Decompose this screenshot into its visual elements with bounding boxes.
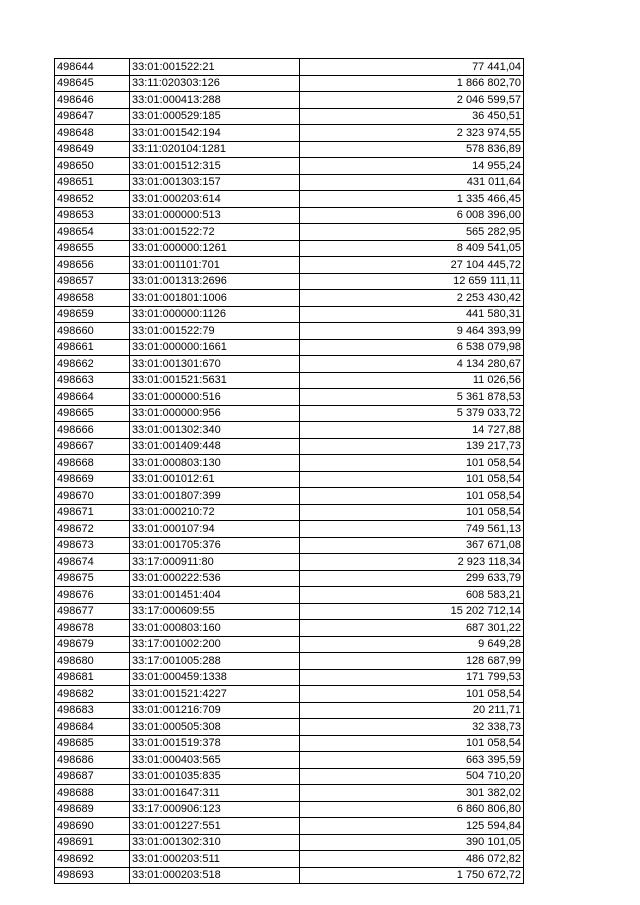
row-number-cell: 498693 xyxy=(55,867,130,884)
table-row xyxy=(55,323,524,340)
table-row xyxy=(55,636,524,653)
table-row xyxy=(55,702,524,719)
value-cell: 578 836,89 xyxy=(300,141,524,158)
value-cell: 36 450,51 xyxy=(300,108,524,125)
value-cell: 12 659 111,11 xyxy=(300,273,524,290)
cadastral-number-cell: 33:01:001519:378 xyxy=(130,735,300,752)
cadastral-number-cell: 33:01:000000:1126 xyxy=(130,306,300,323)
table-row xyxy=(55,554,524,571)
cadastral-number-cell: 33:01:000505:308 xyxy=(130,719,300,736)
row-number-cell: 498685 xyxy=(55,735,130,752)
value-cell: 11 026,56 xyxy=(300,372,524,389)
cadastral-number-cell: 33:01:001807:399 xyxy=(130,488,300,505)
cadastral-number-cell: 33:01:001227:551 xyxy=(130,818,300,835)
cadastral-number-cell: 33:01:000210:72 xyxy=(130,504,300,521)
row-number-cell: 498645 xyxy=(55,75,130,92)
cadastral-number-cell: 33:17:001005:288 xyxy=(130,653,300,670)
row-number-cell: 498647 xyxy=(55,108,130,125)
value-cell: 27 104 445,72 xyxy=(300,257,524,274)
table-row xyxy=(55,224,524,241)
table-row xyxy=(55,75,524,92)
row-number-cell: 498688 xyxy=(55,785,130,802)
table-row xyxy=(55,653,524,670)
cadastral-number-cell: 33:01:001647:311 xyxy=(130,785,300,802)
value-cell: 32 338,73 xyxy=(300,719,524,736)
value-cell: 390 101,05 xyxy=(300,834,524,851)
row-number-cell: 498646 xyxy=(55,92,130,109)
value-cell: 301 382,02 xyxy=(300,785,524,802)
cadastral-number-cell: 33:01:001522:79 xyxy=(130,323,300,340)
value-cell: 367 671,08 xyxy=(300,537,524,554)
value-cell: 749 561,13 xyxy=(300,521,524,538)
cadastral-number-cell: 33:01:001801:1006 xyxy=(130,290,300,307)
table-row xyxy=(55,240,524,257)
row-number-cell: 498672 xyxy=(55,521,130,538)
cadastral-number-cell: 33:01:000000:1261 xyxy=(130,240,300,257)
table-row xyxy=(55,372,524,389)
cadastral-number-cell: 33:01:000000:1661 xyxy=(130,339,300,356)
value-cell: 15 202 712,14 xyxy=(300,603,524,620)
cadastral-number-cell: 33:17:000906:123 xyxy=(130,801,300,818)
cadastral-number-cell: 33:01:001521:4227 xyxy=(130,686,300,703)
row-number-cell: 498650 xyxy=(55,158,130,175)
table-row xyxy=(55,356,524,373)
cadastral-number-cell: 33:11:020303:126 xyxy=(130,75,300,92)
row-number-cell: 498689 xyxy=(55,801,130,818)
value-cell: 5 361 878,53 xyxy=(300,389,524,406)
cadastral-number-cell: 33:17:000911:80 xyxy=(130,554,300,571)
value-cell: 441 580,31 xyxy=(300,306,524,323)
data-table xyxy=(54,58,524,884)
value-cell: 171 799,53 xyxy=(300,669,524,686)
cadastral-number-cell: 33:01:001542:194 xyxy=(130,125,300,142)
value-cell: 663 395,59 xyxy=(300,752,524,769)
value-cell: 2 923 118,34 xyxy=(300,554,524,571)
value-cell: 431 011,64 xyxy=(300,174,524,191)
cadastral-number-cell: 33:01:000203:511 xyxy=(130,851,300,868)
cadastral-number-cell: 33:01:001409:448 xyxy=(130,438,300,455)
row-number-cell: 498655 xyxy=(55,240,130,257)
row-number-cell: 498667 xyxy=(55,438,130,455)
table-row xyxy=(55,834,524,851)
table-row xyxy=(55,851,524,868)
row-number-cell: 498683 xyxy=(55,702,130,719)
table-row xyxy=(55,587,524,604)
table-row xyxy=(55,768,524,785)
row-number-cell: 498684 xyxy=(55,719,130,736)
cadastral-number-cell: 33:01:000107:94 xyxy=(130,521,300,538)
table-row xyxy=(55,537,524,554)
table-row xyxy=(55,669,524,686)
row-number-cell: 498658 xyxy=(55,290,130,307)
cadastral-number-cell: 33:01:001035:835 xyxy=(130,768,300,785)
table-row xyxy=(55,719,524,736)
row-number-cell: 498662 xyxy=(55,356,130,373)
cadastral-number-cell: 33:01:001705:376 xyxy=(130,537,300,554)
row-number-cell: 498648 xyxy=(55,125,130,142)
row-number-cell: 498692 xyxy=(55,851,130,868)
value-cell: 6 008 396,00 xyxy=(300,207,524,224)
row-number-cell: 498654 xyxy=(55,224,130,241)
table-row xyxy=(55,339,524,356)
row-number-cell: 498675 xyxy=(55,570,130,587)
row-number-cell: 498644 xyxy=(55,59,130,76)
row-number-cell: 498663 xyxy=(55,372,130,389)
table-body xyxy=(55,59,524,884)
value-cell: 1 335 466,45 xyxy=(300,191,524,208)
row-number-cell: 498673 xyxy=(55,537,130,554)
table-row xyxy=(55,620,524,637)
row-number-cell: 498660 xyxy=(55,323,130,340)
table-row xyxy=(55,570,524,587)
value-cell: 77 441,04 xyxy=(300,59,524,76)
table-row xyxy=(55,191,524,208)
cadastral-number-cell: 33:01:000203:518 xyxy=(130,867,300,884)
row-number-cell: 498690 xyxy=(55,818,130,835)
row-number-cell: 498661 xyxy=(55,339,130,356)
value-cell: 139 217,73 xyxy=(300,438,524,455)
value-cell: 9 649,28 xyxy=(300,636,524,653)
value-cell: 101 058,54 xyxy=(300,488,524,505)
row-number-cell: 498670 xyxy=(55,488,130,505)
value-cell: 2 253 430,42 xyxy=(300,290,524,307)
value-cell: 6 538 079,98 xyxy=(300,339,524,356)
value-cell: 128 687,99 xyxy=(300,653,524,670)
cadastral-number-cell: 33:01:001522:72 xyxy=(130,224,300,241)
row-number-cell: 498676 xyxy=(55,587,130,604)
cadastral-number-cell: 33:01:000529:185 xyxy=(130,108,300,125)
row-number-cell: 498677 xyxy=(55,603,130,620)
value-cell: 565 282,95 xyxy=(300,224,524,241)
row-number-cell: 498668 xyxy=(55,455,130,472)
table-row xyxy=(55,818,524,835)
value-cell: 5 379 033,72 xyxy=(300,405,524,422)
row-number-cell: 498651 xyxy=(55,174,130,191)
row-number-cell: 498678 xyxy=(55,620,130,637)
table-row xyxy=(55,174,524,191)
cadastral-number-cell: 33:01:001512:315 xyxy=(130,158,300,175)
row-number-cell: 498686 xyxy=(55,752,130,769)
table-row xyxy=(55,273,524,290)
row-number-cell: 498681 xyxy=(55,669,130,686)
table-row xyxy=(55,158,524,175)
cadastral-number-cell: 33:01:001522:21 xyxy=(130,59,300,76)
cadastral-number-cell: 33:01:001521:5631 xyxy=(130,372,300,389)
row-number-cell: 498682 xyxy=(55,686,130,703)
cadastral-number-cell: 33:17:001002:200 xyxy=(130,636,300,653)
table-row xyxy=(55,405,524,422)
row-number-cell: 498665 xyxy=(55,405,130,422)
row-number-cell: 498666 xyxy=(55,422,130,439)
row-number-cell: 498652 xyxy=(55,191,130,208)
row-number-cell: 498687 xyxy=(55,768,130,785)
value-cell: 125 594,84 xyxy=(300,818,524,835)
cadastral-number-cell: 33:01:001301:670 xyxy=(130,356,300,373)
value-cell: 4 134 280,67 xyxy=(300,356,524,373)
row-number-cell: 498659 xyxy=(55,306,130,323)
row-number-cell: 498664 xyxy=(55,389,130,406)
table-row xyxy=(55,488,524,505)
table-row xyxy=(55,92,524,109)
table-row xyxy=(55,686,524,703)
row-number-cell: 498671 xyxy=(55,504,130,521)
row-number-cell: 498649 xyxy=(55,141,130,158)
table-row xyxy=(55,422,524,439)
cadastral-number-cell: 33:01:000803:130 xyxy=(130,455,300,472)
table-row xyxy=(55,108,524,125)
cadastral-number-cell: 33:01:000413:288 xyxy=(130,92,300,109)
value-cell: 1 866 802,70 xyxy=(300,75,524,92)
table-row xyxy=(55,125,524,142)
cadastral-number-cell: 33:11:020104:1281 xyxy=(130,141,300,158)
row-number-cell: 498679 xyxy=(55,636,130,653)
value-cell: 8 409 541,05 xyxy=(300,240,524,257)
value-cell: 101 058,54 xyxy=(300,455,524,472)
row-number-cell: 498669 xyxy=(55,471,130,488)
table-row xyxy=(55,438,524,455)
cadastral-number-cell: 33:01:000203:614 xyxy=(130,191,300,208)
cadastral-number-cell: 33:01:001012:61 xyxy=(130,471,300,488)
cadastral-number-cell: 33:01:000803:160 xyxy=(130,620,300,637)
table-row xyxy=(55,59,524,76)
value-cell: 1 750 672,72 xyxy=(300,867,524,884)
value-cell: 486 072,82 xyxy=(300,851,524,868)
cadastral-number-cell: 33:01:000459:1338 xyxy=(130,669,300,686)
table-row xyxy=(55,867,524,884)
cadastral-number-cell: 33:01:001302:310 xyxy=(130,834,300,851)
cadastral-number-cell: 33:01:001101:701 xyxy=(130,257,300,274)
value-cell: 101 058,54 xyxy=(300,504,524,521)
table-row xyxy=(55,389,524,406)
value-cell: 2 046 599,57 xyxy=(300,92,524,109)
cadastral-number-cell: 33:01:001451:404 xyxy=(130,587,300,604)
table-row xyxy=(55,306,524,323)
cadastral-number-cell: 33:17:000609:55 xyxy=(130,603,300,620)
cadastral-number-cell: 33:01:001302:340 xyxy=(130,422,300,439)
value-cell: 101 058,54 xyxy=(300,471,524,488)
cadastral-number-cell: 33:01:001216:709 xyxy=(130,702,300,719)
table-row xyxy=(55,752,524,769)
cadastral-number-cell: 33:01:000000:513 xyxy=(130,207,300,224)
cadastral-number-cell: 33:01:001313:2696 xyxy=(130,273,300,290)
row-number-cell: 498674 xyxy=(55,554,130,571)
value-cell: 687 301,22 xyxy=(300,620,524,637)
table-row xyxy=(55,785,524,802)
table-row xyxy=(55,471,524,488)
table-row xyxy=(55,257,524,274)
cadastral-number-cell: 33:01:001303:157 xyxy=(130,174,300,191)
value-cell: 14 955,24 xyxy=(300,158,524,175)
table-row xyxy=(55,455,524,472)
value-cell: 504 710,20 xyxy=(300,768,524,785)
table-row xyxy=(55,801,524,818)
table-row xyxy=(55,735,524,752)
table-row xyxy=(55,141,524,158)
table-row xyxy=(55,521,524,538)
table-row xyxy=(55,207,524,224)
value-cell: 2 323 974,55 xyxy=(300,125,524,142)
row-number-cell: 498691 xyxy=(55,834,130,851)
value-cell: 20 211,71 xyxy=(300,702,524,719)
table-row xyxy=(55,603,524,620)
cadastral-number-cell: 33:01:000222:536 xyxy=(130,570,300,587)
value-cell: 14 727,88 xyxy=(300,422,524,439)
cadastral-number-cell: 33:01:000403:565 xyxy=(130,752,300,769)
value-cell: 299 633,79 xyxy=(300,570,524,587)
table-row xyxy=(55,504,524,521)
row-number-cell: 498656 xyxy=(55,257,130,274)
cadastral-number-cell: 33:01:000000:516 xyxy=(130,389,300,406)
value-cell: 608 583,21 xyxy=(300,587,524,604)
cadastral-number-cell: 33:01:000000:956 xyxy=(130,405,300,422)
value-cell: 101 058,54 xyxy=(300,735,524,752)
row-number-cell: 498653 xyxy=(55,207,130,224)
value-cell: 9 464 393,99 xyxy=(300,323,524,340)
value-cell: 6 860 806,80 xyxy=(300,801,524,818)
table-row xyxy=(55,290,524,307)
row-number-cell: 498680 xyxy=(55,653,130,670)
row-number-cell: 498657 xyxy=(55,273,130,290)
value-cell: 101 058,54 xyxy=(300,686,524,703)
